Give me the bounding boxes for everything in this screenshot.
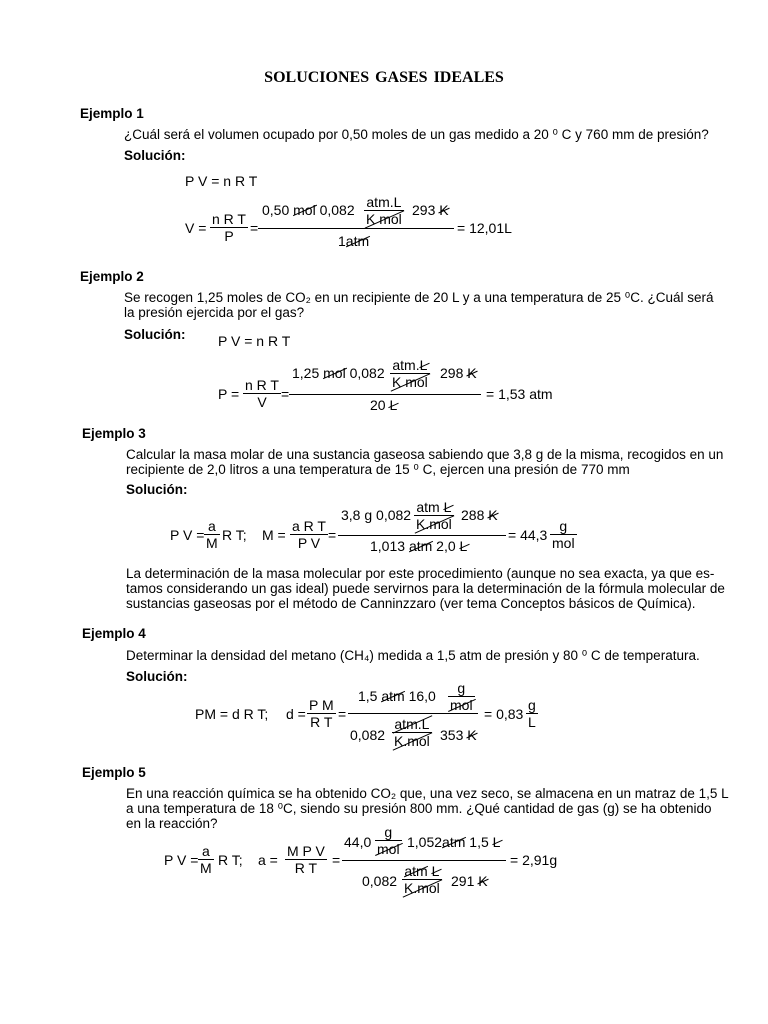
example-5-pv: P V =	[164, 852, 199, 868]
example-1-result: = 12,01L	[457, 220, 512, 236]
kelvin-unit-cancelled: K	[478, 873, 488, 889]
temperature-number: 298	[440, 365, 464, 381]
molar-mass-value: 16,0	[408, 688, 436, 704]
example-4-solution-label: Solución:	[126, 669, 188, 684]
fraction-denominator: V	[257, 394, 267, 410]
fraction-denominator: R T	[294, 860, 318, 876]
atm-unit-cancelled: atm	[345, 233, 370, 249]
gram-unit: g	[550, 518, 577, 535]
example-5-formula-fraction	[285, 843, 327, 876]
r-units-fraction	[414, 499, 454, 532]
fraction-numerator: P M	[309, 697, 334, 713]
temperature-value	[412, 202, 449, 218]
temperature-number: 293	[412, 202, 436, 218]
mol-unit-cancelled: mol	[450, 697, 473, 713]
gram-unit: g	[375, 824, 402, 841]
main-fraction-bar	[348, 713, 478, 714]
example-4-formula-fraction	[307, 697, 336, 730]
example-3-note-line-1: La determinación de la masa molecular por este procedimiento (aunque no sea exacta, ya que es-	[126, 566, 715, 581]
equals-sign: =	[250, 220, 259, 236]
atm-unit-cancelled: atm	[381, 688, 405, 704]
atm-unit: atm	[416, 499, 440, 515]
fraction-denominator: P V	[297, 535, 321, 551]
main-fraction-bar	[289, 394, 481, 395]
temperature-number: 288	[461, 507, 485, 523]
example-3-question-line-2: recipiente de 2,0 litros a una temperatura de 15 ⁰ C, ejercen una presión de 770 mm	[126, 462, 630, 477]
example-2-numerator	[292, 365, 385, 381]
r-units-fraction	[402, 863, 442, 896]
example-5-question-line-1: En una reacción química se ha obtenido CO₂ que, una vez seco, se almacena en un matraz de 1,5 L	[126, 786, 729, 801]
r-units-numerator	[390, 357, 430, 374]
example-4-pm: PM = d R T;	[195, 706, 269, 722]
example-1-numerator	[262, 202, 355, 218]
gram-unit: g	[448, 680, 475, 697]
atm-unit-cancelled: atm	[404, 863, 428, 879]
main-fraction-bar	[258, 228, 454, 229]
equals-sign: =	[338, 706, 347, 722]
example-4-heading: Ejemplo 4	[82, 626, 146, 641]
fraction-numerator: n R T	[245, 377, 279, 393]
example-2-lhs: P =	[218, 386, 240, 402]
atm-unit-cancelled: atm	[442, 834, 466, 850]
example-1-lhs: V =	[185, 220, 207, 236]
pressure-value: 1	[338, 233, 346, 249]
mass-symbol: a	[204, 518, 220, 535]
example-2-ideal-gas-law: P V = n R T	[218, 333, 291, 349]
example-3-heading: Ejemplo 3	[82, 426, 146, 441]
a-lhs: a =	[258, 852, 278, 868]
equals-sign: =	[281, 386, 290, 402]
example-1-denominator	[338, 233, 369, 249]
equals-sign: =	[332, 852, 341, 868]
example-1-heading: Ejemplo 1	[80, 106, 144, 121]
r-units-numerator: atm.L	[392, 716, 432, 733]
temperature-number: 291	[451, 873, 475, 889]
example-2-formula-fraction	[243, 377, 281, 410]
example-3-pv: P V =	[170, 527, 205, 543]
atm-unit: atm.	[392, 357, 420, 373]
temperature-value	[440, 727, 477, 743]
rt-term: R T;	[222, 527, 247, 543]
liter-unit-cancelled: L	[431, 863, 440, 879]
volume-value: 1,5	[469, 834, 489, 850]
r-units-fraction	[364, 194, 404, 227]
temperature-value	[461, 507, 498, 523]
result-unit-fraction	[526, 697, 538, 730]
kelvin-unit-cancelled: K	[467, 727, 477, 743]
kelvin-unit-cancelled: K	[488, 507, 498, 523]
r-units-fraction	[390, 357, 430, 390]
example-4-numerator	[358, 688, 436, 704]
liter-unit: L	[528, 714, 536, 730]
example-4-question: Determinar la densidad del metano (CH₄) medida a 1,5 atm de presión y 80 ⁰ C de temperatura.	[126, 648, 700, 663]
example-2-question-line-2: la presión ejercida por el gas?	[124, 305, 305, 320]
r-value: 0,082	[350, 727, 386, 743]
page-title: SOLUCIONES GASES IDEALES	[264, 69, 504, 86]
r-units-numerator	[402, 863, 442, 880]
mass-symbol: a	[198, 843, 214, 860]
molar-mass-unit-fraction	[375, 824, 402, 857]
main-fraction-bar	[338, 535, 506, 536]
example-3-result: = 44,3	[508, 527, 548, 543]
example-3-question-line-1: Calcular la masa molar de una sustancia gaseosa sabiendo que 3,8 g de la misma, recogidos en un	[126, 447, 724, 462]
fraction-numerator: n R T	[212, 211, 246, 227]
example-3-solution-label: Solución:	[126, 482, 188, 497]
moles-value: 1,25	[292, 365, 320, 381]
example-5-question-line-2: a una temperatura de 18 ⁰C, siendo su presión 800 mm. ¿Qué cantidad de gas (g) se ha obtenido	[126, 801, 712, 816]
mol-unit-cancelled: mol	[293, 202, 316, 218]
pressure-value: 1,5	[358, 688, 378, 704]
r-units-denominator: K.mol	[394, 733, 430, 749]
example-5-heading: Ejemplo 5	[82, 765, 146, 780]
r-value: 0,082	[319, 202, 355, 218]
pressure-value: 1,052	[407, 834, 443, 850]
liter-unit-cancelled: L	[492, 834, 501, 850]
volume-value: 2,0	[436, 538, 456, 554]
r-units-denominator: K mol	[366, 211, 402, 227]
M-lhs: M =	[262, 527, 286, 543]
d-lhs: d =	[286, 706, 306, 722]
r-units-denominator: K.mol	[416, 516, 452, 532]
r-units-numerator: atm.L	[364, 194, 404, 211]
r-value: 0,082	[349, 365, 385, 381]
fraction-numerator: M P V	[287, 843, 325, 859]
example-3-note-line-3: sustancias gaseosas por el método de Canninzzaro (ver tema Conceptos básicos de Química).	[126, 596, 696, 611]
example-1-solution-label: Solución:	[124, 148, 186, 163]
example-1-formula-fraction	[210, 211, 248, 244]
mol-unit-cancelled: mol	[377, 841, 400, 857]
main-fraction-bar	[342, 860, 506, 861]
volume-value: 20	[370, 397, 386, 413]
example-2-result: = 1,53 atm	[486, 386, 553, 402]
molar-mass-unit-fraction	[448, 680, 475, 713]
r-units-denominator: K.mol	[404, 880, 440, 896]
r-units-denominator: K mol	[392, 374, 428, 390]
fraction-denominator: R T	[310, 714, 333, 730]
example-3-mass-r: 3,8 g 0,082	[341, 507, 412, 523]
fraction-numerator: a R T	[292, 518, 326, 534]
liter-unit-cancelled: L	[459, 538, 468, 554]
example-2-question-line-1: Se recogen 1,25 moles de CO₂ en un recipiente de 20 L y a una temperatura de 25 ⁰C. ¿Cuál será	[124, 290, 714, 305]
pressure-value: 1,013	[370, 538, 406, 554]
gram-unit: g	[528, 697, 536, 713]
kelvin-unit-cancelled: K	[467, 365, 477, 381]
equals-sign: =	[328, 527, 337, 543]
a-over-M-fraction	[204, 518, 220, 551]
r-units-numerator	[414, 499, 454, 516]
example-2-solution-label: Solución:	[124, 327, 186, 342]
example-5-numerator-rest	[407, 834, 500, 850]
temperature-number: 353	[440, 727, 464, 743]
temperature-value	[451, 873, 488, 889]
example-1-ideal-gas-law: P V = n R T	[185, 173, 258, 189]
moles-value: 0,50	[262, 202, 290, 218]
r-units-fraction	[392, 716, 432, 749]
molar-mass-symbol: M	[206, 535, 218, 551]
r-value: 0,082	[362, 873, 398, 889]
liter-unit-cancelled: L	[443, 499, 452, 515]
example-5-question-line-3: en la reacción?	[126, 816, 218, 831]
example-3-formula-fraction	[290, 518, 328, 551]
example-3-note-line-2: tamos considerando un gas ideal) puede servirnos para la determinación de la fórmula molecular de	[126, 581, 725, 596]
example-4-result: = 0,83	[484, 706, 524, 722]
example-5-result: = 2,91g	[510, 852, 558, 868]
liter-unit-cancelled: L	[389, 397, 398, 413]
a-over-M-fraction	[198, 843, 214, 876]
kelvin-unit-cancelled: K	[439, 202, 449, 218]
molar-mass-symbol: M	[200, 860, 212, 876]
result-unit-fraction	[550, 518, 577, 551]
example-2-heading: Ejemplo 2	[80, 269, 144, 284]
fraction-denominator: P	[224, 228, 234, 244]
mol-unit-cancelled: mol	[323, 365, 346, 381]
rt-term: R T;	[218, 852, 243, 868]
temperature-value	[440, 365, 477, 381]
example-2-denominator	[370, 397, 397, 413]
atm-unit-cancelled: atm	[408, 538, 433, 554]
liter-unit-cancelled: L	[419, 357, 428, 373]
mol-unit: mol	[552, 535, 575, 551]
molar-mass-value: 44,0	[344, 834, 372, 850]
example-1-question: ¿Cuál será el volumen ocupado por 0,50 moles de un gas medido a 20 ⁰ C y 760 mm de presión?	[124, 127, 709, 142]
example-3-denominator	[370, 538, 467, 554]
